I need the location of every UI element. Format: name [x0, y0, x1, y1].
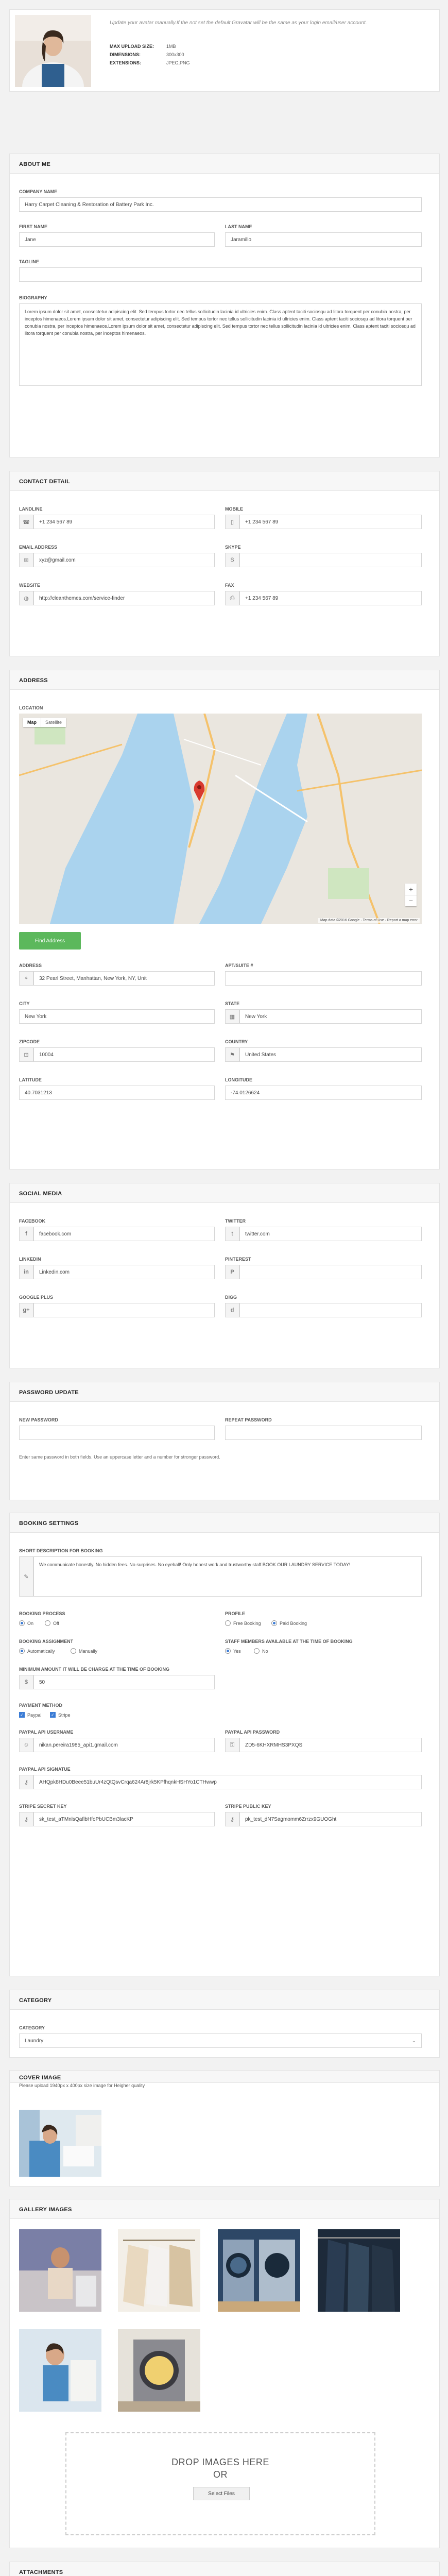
digg-icon: d	[225, 1303, 239, 1317]
info-value: JPEG,PNG	[166, 60, 190, 65]
zipcode-label: ZIPCODE	[19, 1039, 40, 1044]
gallery-image-6[interactable]	[118, 2329, 200, 2412]
minimum-amount-label: MINIMUM AMOUNT IT WILL BE CHARGE AT THE TIME OF BOOKING	[19, 1667, 169, 1672]
apt-input[interactable]	[225, 971, 422, 986]
staff-available-label: STAFF MEMBERS AVAILABLE AT THE TIME OF BOOKING	[225, 1639, 353, 1644]
category-select[interactable]	[19, 2033, 422, 2048]
first-name-input[interactable]: Jane	[19, 232, 215, 247]
staff-yes-label: Yes	[233, 1649, 241, 1654]
gallery-panel	[9, 2199, 440, 2548]
stripe-checkbox[interactable]: ✓	[50, 1712, 56, 1718]
twitter-label: TWITTER	[225, 1218, 246, 1224]
booking-off-label: Off	[53, 1621, 59, 1626]
cover-panel	[9, 2070, 440, 2187]
apt-label: APT/SUITE #	[225, 963, 253, 968]
map-type-toggle[interactable]	[23, 718, 66, 727]
address-title: ADDRESS	[10, 670, 439, 690]
facebook-icon: f	[19, 1227, 33, 1241]
company-input[interactable]: Harry Carpet Cleaning & Restoration of Battery Park Inc.	[19, 197, 422, 212]
email-label: EMAIL ADDRESS	[19, 545, 58, 550]
staff-no-label: No	[262, 1649, 268, 1654]
user-icon: ☺	[19, 1738, 33, 1752]
chevron-down-icon: ⌄	[411, 2038, 416, 2044]
profile-panel	[9, 9, 440, 92]
paid-booking-label: Paid Booking	[280, 1621, 307, 1626]
skype-label: SKYPE	[225, 545, 241, 550]
attachments-title: ATTACHMENTS	[10, 2562, 439, 2576]
drop-or: OR	[213, 2469, 228, 2480]
fax-label: FAX	[225, 583, 234, 588]
linkedin-input[interactable]: Linkedin.com	[33, 1265, 215, 1279]
category-title: CATEGORY	[10, 1990, 439, 2010]
repeat-password-input[interactable]	[225, 1426, 422, 1440]
auto-assign-label: Automatically	[27, 1649, 55, 1654]
booking-off-radio[interactable]	[45, 1620, 50, 1626]
city-label: CITY	[19, 1001, 30, 1006]
last-name-input[interactable]: Jaramillo	[225, 232, 422, 247]
skype-input[interactable]	[239, 553, 422, 567]
pencil-icon: ✎	[19, 1556, 33, 1597]
manual-assign-label: Manually	[79, 1649, 98, 1654]
map-marker-icon: ⌖	[19, 971, 33, 986]
new-password-label: NEW PASSWORD	[19, 1417, 58, 1422]
digg-input[interactable]	[239, 1303, 422, 1317]
find-address-button[interactable]: Find Address	[19, 932, 81, 950]
gallery-title: GALLERY IMAGES	[10, 2199, 439, 2219]
map-button[interactable]: Map	[27, 720, 37, 725]
lock-icon: ⚿	[225, 1738, 239, 1752]
booking-on-label: On	[27, 1621, 34, 1626]
mobile-label: MOBILE	[225, 506, 243, 512]
info-label: EXTENSIONS:	[110, 60, 142, 65]
minimum-amount-input[interactable]: 50	[33, 1675, 215, 1689]
gallery-image-3[interactable]	[218, 2229, 300, 2312]
category-panel	[9, 1990, 440, 2058]
website-label: WEBSITE	[19, 583, 41, 588]
paypal-password-label: PAYPAL API PASSWORD	[225, 1730, 280, 1735]
first-name-label: FIRST NAME	[19, 224, 47, 229]
longitude-input[interactable]: -74.0126624	[225, 1086, 422, 1100]
password-title: PASSWORD UPDATE	[10, 1382, 439, 1402]
paypal-checkbox[interactable]: ✓	[19, 1712, 25, 1718]
pinterest-icon: P	[225, 1265, 239, 1279]
bio-label: BIOGRAPHY	[19, 295, 47, 300]
stripe-public-input[interactable]: pk_test_dN7Sagmomm6Zrrzx9GUOGht	[239, 1812, 422, 1826]
twitter-icon: t	[225, 1227, 239, 1241]
social-panel	[9, 1183, 440, 1368]
address-input[interactable]: 32 Pearl Street, Manhattan, New York, NY, Unit	[33, 971, 215, 986]
tagline-label: TAGLINE	[19, 259, 39, 264]
company-label: COMPANY NAME	[19, 189, 58, 194]
category-label: CATEGORY	[19, 2025, 45, 2030]
zipcode-input[interactable]: 10004	[33, 1047, 215, 1062]
about-title: ABOUT ME	[10, 154, 439, 174]
cover-title: COVER IMAGE	[10, 2071, 439, 2083]
image-drop-zone[interactable]	[65, 2432, 375, 2535]
google-plus-icon: g+	[19, 1303, 33, 1317]
repeat-password-label: REPEAT PASSWORD	[225, 1417, 272, 1422]
social-title: SOCIAL MEDIA	[10, 1183, 439, 1203]
flag-icon: ⚑	[225, 1047, 239, 1062]
paid-booking-radio[interactable]	[271, 1620, 277, 1626]
gallery-image-4[interactable]	[318, 2229, 400, 2312]
globe-icon: ◍	[19, 591, 33, 605]
profile-note: Update your avatar manually.If the not set the default Gravatar will be the same as your login email/user account.	[110, 20, 367, 26]
info-label: DIMENSIONS:	[110, 52, 141, 57]
mobile-input[interactable]: +1 234 567 89	[239, 515, 422, 529]
avatar[interactable]	[15, 15, 91, 87]
pinterest-input[interactable]	[239, 1265, 422, 1279]
map-icon: ▦	[225, 1009, 239, 1024]
linkedin-label: LINKEDIN	[19, 1257, 41, 1262]
cover-note: Please upload 1940px x 400px size image for Heigher quality	[19, 2083, 145, 2088]
paypal-password-input[interactable]: ZD5-6KHXRMHS3PXQS	[239, 1738, 422, 1752]
skype-icon: S	[225, 553, 239, 567]
address-panel	[9, 670, 440, 1170]
longitude-label: LONGITUDE	[225, 1077, 252, 1082]
about-panel	[9, 154, 440, 457]
landline-input[interactable]: +1 234 567 89	[33, 515, 215, 529]
short-description-label: SHORT DESCRIPTION FOR BOOKING	[19, 1548, 103, 1553]
phone-icon: ☎	[19, 515, 33, 529]
fax-input[interactable]: +1 234 567 89	[239, 591, 422, 605]
address-label: ADDRESS	[19, 963, 42, 968]
new-password-input[interactable]	[19, 1426, 215, 1440]
satellite-button[interactable]: Satellite	[41, 718, 66, 727]
google-plus-input[interactable]	[33, 1303, 215, 1317]
paypal-label: Paypal	[27, 1713, 42, 1718]
select-images-button[interactable]: Select Files	[193, 2487, 250, 2500]
staff-no-radio[interactable]	[254, 1648, 260, 1654]
gallery-image-5[interactable]	[19, 2329, 101, 2412]
info-value: 300x300	[166, 52, 184, 57]
manual-assign-radio[interactable]	[71, 1648, 76, 1654]
state-label: STATE	[225, 1001, 240, 1006]
city-input[interactable]: New York	[19, 1009, 215, 1024]
state-input[interactable]: New York	[239, 1009, 422, 1024]
tagline-input[interactable]	[19, 267, 422, 282]
category-value: Laundry	[25, 2038, 44, 2044]
paypal-username-label: PAYPAL API USERNAME	[19, 1730, 74, 1735]
zoom-out-icon[interactable]: −	[405, 895, 417, 906]
pinterest-label: PINTEREST	[225, 1257, 251, 1262]
info-value: 1MB	[166, 44, 176, 49]
staff-yes-radio[interactable]	[225, 1648, 231, 1654]
facebook-label: FACEBOOK	[19, 1218, 46, 1224]
paypal-username-input[interactable]: nikan.pereira1985_api1.gmail.com	[33, 1738, 215, 1752]
attachments-panel	[9, 2562, 440, 2576]
auto-assign-radio[interactable]	[19, 1648, 25, 1654]
free-booking-radio[interactable]	[225, 1620, 231, 1626]
map-footer: Map data ©2016 Google · Terms of Use · Report a map error	[318, 918, 420, 923]
stripe-public-key-icon: ⚷	[225, 1812, 239, 1826]
stripe-secret-label: STRIPE SECRET KEY	[19, 1804, 67, 1809]
stripe-secret-key-icon: ⚷	[19, 1812, 33, 1826]
paypal-signature-label: PAYPAL API SIGNATUE	[19, 1767, 71, 1772]
contact-panel	[9, 471, 440, 656]
latitude-input[interactable]: 40.7031213	[19, 1086, 215, 1100]
map[interactable]	[19, 714, 422, 924]
password-hint: Enter same password in both fields. Use an uppercase letter and a number for stronger password.	[19, 1454, 220, 1460]
profile-label: PROFILE	[225, 1611, 246, 1616]
latitude-label: LATITUDE	[19, 1077, 42, 1082]
stripe-secret-input[interactable]: sk_test_aTMnlsQaflbHfoPbUCBm3lacKP	[33, 1812, 215, 1826]
fax-icon: ⎙	[225, 591, 239, 605]
website-input[interactable]: http://cleanthemes.com/service-finder	[33, 591, 215, 605]
upload-info	[110, 44, 190, 65]
gallery-image-2[interactable]	[118, 2229, 200, 2312]
short-description-textarea[interactable]: We communicate honestly. No hidden fees. No surprises. No eyeball! Only honest work and trustworthy staff.BOOK OUR LAUNDRY SERVICE TODAY!	[33, 1556, 422, 1597]
cover-image[interactable]	[19, 2110, 101, 2177]
booking-on-radio[interactable]	[19, 1620, 25, 1626]
info-label: MAX UPLOAD SIZE:	[110, 44, 154, 49]
zip-icon: ⊡	[19, 1047, 33, 1062]
location-label: LOCATION	[19, 705, 43, 710]
free-booking-label: Free Booking	[233, 1621, 261, 1626]
booking-panel	[9, 1513, 440, 1976]
stripe-public-label: STRIPE PUBLIC KEY	[225, 1804, 271, 1809]
linkedin-icon: in	[19, 1265, 33, 1279]
zoom-in-icon[interactable]: +	[408, 885, 413, 893]
bio-textarea[interactable]: Lorem ipsum dolor sit amet, consectetur adipiscing elit. Sed tempus tortor nec tellus sollicitudin lacinia id ultricies enim. Class aptent taciti sociosqu ad litora torquent per conubia nostra, per inceptos himenaeos.Lorem ipsum dolor sit amet, consectetur adipiscing elit. Sed tempus tortor nec tellus sollicitudin lacinia id ultricies enim. Class aptent taciti sociosqu ad litora torquent per conubia nostra, per inceptos himenaeos.Lorem ipsum dolor sit amet, consectetur adipiscing elit. Sed tempus tortor nec tellus sollicitudin lacinia id ultricies enim. Class aptent taciti sociosqu ad litora torquent per conubia nostra, per inceptos himenaeos.	[19, 303, 422, 386]
email-icon: ✉	[19, 553, 33, 567]
password-panel	[9, 1382, 440, 1500]
drop-images-title: DROP IMAGES HERE	[171, 2457, 269, 2467]
key-icon: ⚷	[19, 1775, 33, 1789]
mobile-icon: ▯	[225, 515, 239, 529]
booking-title: BOOKING SETTINGS	[10, 1513, 439, 1533]
contact-title: CONTACT DETAIL	[10, 471, 439, 491]
google-plus-label: GOOGLE PLUS	[19, 1295, 54, 1300]
zoom-controls[interactable]	[405, 884, 417, 906]
digg-label: DIGG	[225, 1295, 237, 1300]
email-input[interactable]: xyz@gmail.com	[33, 553, 215, 567]
booking-process-label: BOOKING PROCESS	[19, 1611, 65, 1616]
twitter-input[interactable]: twitter.com	[239, 1227, 422, 1241]
dollar-icon: $	[19, 1675, 33, 1689]
facebook-input[interactable]: facebook.com	[33, 1227, 215, 1241]
paypal-signature-input[interactable]: AHQpk8HDu0Beee51buUr4zQtQsvCrqa624Ar8jrk5KPfhqnkHSHYo1CTHwwp	[33, 1775, 422, 1789]
country-label: COUNTRY	[225, 1039, 248, 1044]
payment-method-label: PAYMENT METHOD	[19, 1703, 63, 1708]
stripe-label: Stripe	[58, 1713, 71, 1718]
last-name-label: LAST NAME	[225, 224, 252, 229]
booking-assignment-label: BOOKING ASSIGNMENT	[19, 1639, 74, 1644]
country-input[interactable]: United States	[239, 1047, 422, 1062]
landline-label: LANDLINE	[19, 506, 43, 512]
gallery-image-1[interactable]	[19, 2229, 101, 2312]
